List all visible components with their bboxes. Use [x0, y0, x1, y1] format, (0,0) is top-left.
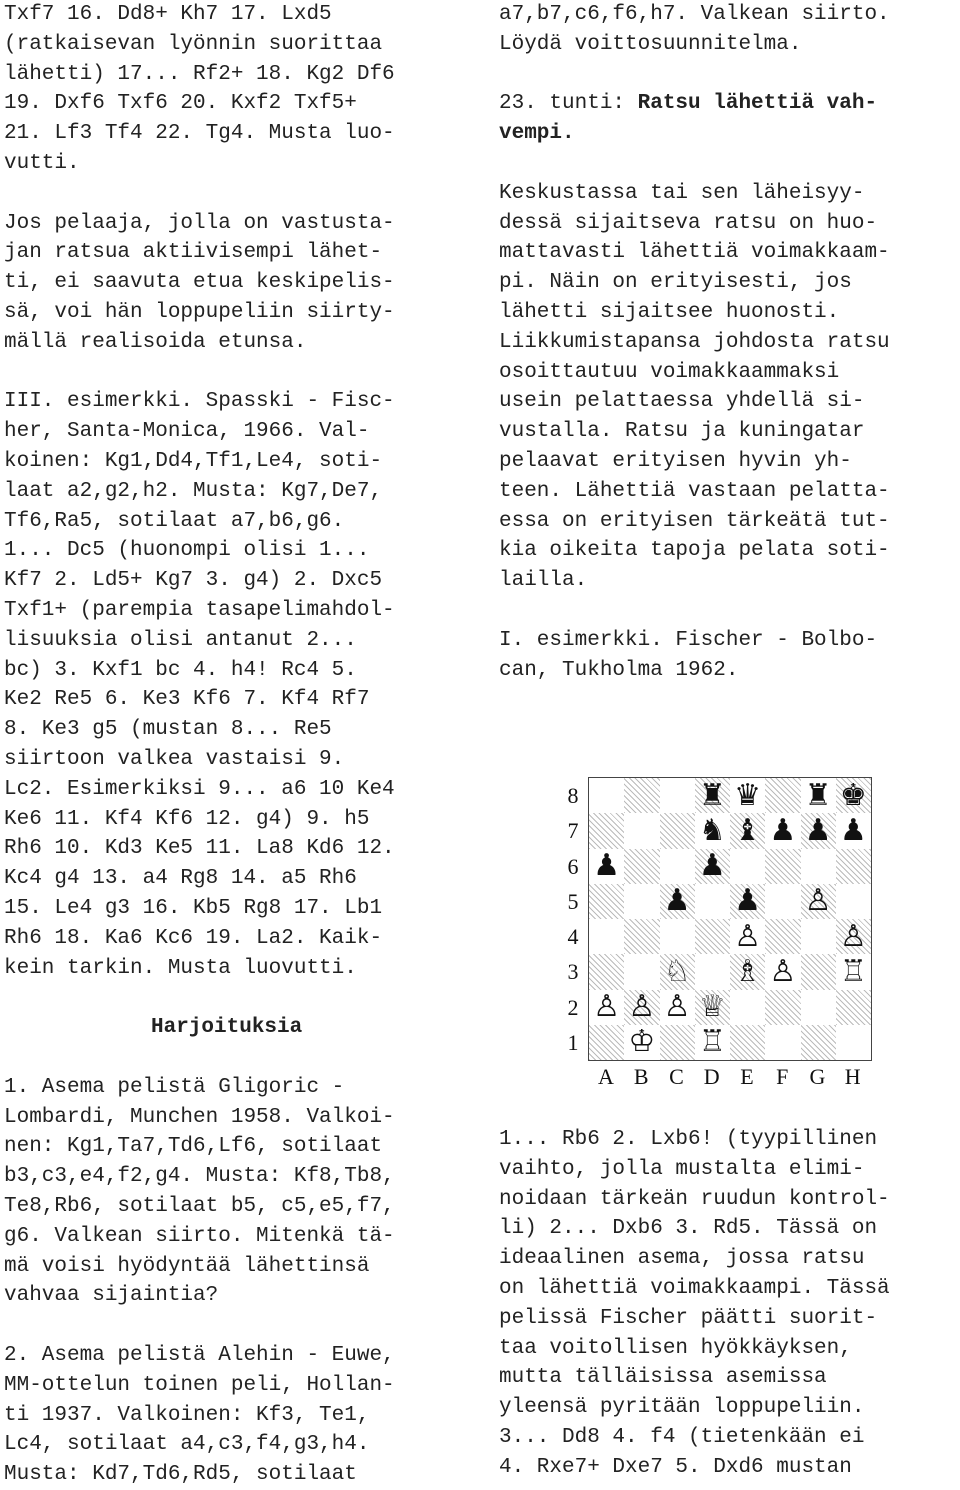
square-b2 [624, 990, 659, 1025]
rank-label-6: 6 [567, 853, 579, 879]
square-f1 [765, 1025, 800, 1060]
text-line: her, Santa-Monica, 1966. Val- [4, 420, 370, 444]
text-line: usein pelattaessa yhdellä si- [499, 390, 865, 414]
square-h5 [836, 884, 871, 919]
square-g2 [801, 990, 836, 1025]
text-line: mä voisi hyödyntää lähettinsä [4, 1254, 370, 1278]
square-c6 [660, 849, 695, 884]
text-line: bc) 3. Kxf1 bc 4. h4! Rc4 5. [4, 658, 357, 682]
square-d8 [695, 778, 730, 813]
square-e7 [730, 813, 765, 848]
chess-piece-f3: ♙ [769, 953, 797, 989]
text-line: 4. Rxe7+ Dxe7 5. Dxd6 mustan [499, 1455, 852, 1479]
chess-piece-d8: ♜ [698, 777, 726, 813]
square-e8 [730, 778, 765, 813]
square-c3 [660, 954, 695, 989]
text-line: jan ratsua aktiivisempi lähet- [4, 241, 383, 265]
chess-piece-b2: ♙ [628, 989, 656, 1025]
section-heading: Harjoituksia [151, 1016, 303, 1040]
square-a3 [589, 954, 624, 989]
square-c4 [660, 919, 695, 954]
chess-piece-e3: ♗ [734, 953, 762, 989]
text-line: Te8,Rb6, sotilaat b5, c5,e5,f7, [4, 1195, 395, 1218]
chess-piece-h7: ♟ [839, 812, 867, 848]
square-b4 [624, 919, 659, 954]
lesson-number: 23. tunti: [499, 92, 638, 116]
square-a1 [589, 1025, 624, 1060]
text-line: lailla. [499, 569, 588, 593]
text-line: lisuuksia olisi antanut 2... [4, 628, 357, 652]
square-a6 [589, 849, 624, 884]
text-line: mutta tälläisissa asemissa [499, 1366, 827, 1390]
square-e3 [730, 954, 765, 989]
text-line: kia oikeita tapoja pelata soti- [499, 539, 890, 563]
square-h3 [836, 954, 871, 989]
square-f4 [765, 919, 800, 954]
chess-piece-d6: ♟ [698, 848, 726, 884]
square-d1 [695, 1025, 730, 1060]
text-line: vutti. [4, 152, 80, 175]
text-line: dessä sijaitseva ratsu on huo- [499, 211, 878, 235]
text-line: 8. Ke3 g5 (mustan 8... Re5 [4, 718, 332, 742]
text-line: Lc4, sotilaat a4,c3,f4,g3,h4. [4, 1433, 370, 1457]
rank-label-5: 5 [567, 888, 579, 914]
file-label-a: A [598, 1064, 614, 1089]
square-h6 [836, 849, 871, 884]
rank-label-8: 8 [567, 783, 579, 808]
square-c7 [660, 813, 695, 848]
text-line: vustalla. Ratsu ja kuningatar [499, 420, 865, 444]
square-b3 [624, 954, 659, 989]
text-line: 3... Dd8 4. f4 (tietenkään ei [499, 1426, 865, 1449]
file-label-d: D [703, 1064, 720, 1089]
lesson-title-text: Ratsu lähettiä vah- [637, 92, 878, 116]
square-g5 [801, 884, 836, 919]
text-line: lähetti) 17... Rf2+ 18. Kg2 Df6 [4, 62, 395, 86]
text-line: li) 2... Dxb6 3. Rd5. Tässä on [499, 1217, 878, 1241]
text-line: koinen: Kg1,Dd4,Tf1,Le4, soti- [4, 450, 383, 473]
text-line: taa voitollisen hyökkäyksen, [499, 1336, 852, 1360]
text-line: laat a2,g2,h2. Musta: Kg7,De7, [4, 479, 383, 503]
text-line: lähetti sijaitsee huonosti. [499, 301, 840, 324]
text-line: noidaan tärkeän ruudun kontrol- [499, 1187, 890, 1211]
square-h1 [836, 1025, 871, 1060]
square-c1 [660, 1025, 695, 1060]
text-line: Ke2 Re5 6. Ke3 Kf6 7. Kf4 Rf7 [4, 688, 370, 712]
square-d3 [695, 954, 730, 989]
square-g8 [801, 778, 836, 813]
square-d4 [695, 919, 730, 954]
text-line: Kc4 g4 13. a4 Rg8 14. a5 Rh6 [4, 867, 357, 891]
square-a2 [589, 990, 624, 1025]
chess-piece-h4: ♙ [839, 918, 867, 954]
chess-piece-c2: ♙ [663, 989, 691, 1025]
text-line: can, Tukholma 1962. [499, 658, 739, 682]
square-g6 [801, 849, 836, 884]
text-line: nen: Kg1,Ta7,Td6,Lf6, sotilaat [4, 1135, 383, 1159]
text-line: Ke6 11. Kf4 Kf6 12. g4) 9. h5 [4, 807, 370, 831]
square-e2 [730, 990, 765, 1025]
chess-piece-b1: ♔ [628, 1024, 656, 1060]
rank-label-3: 3 [567, 959, 579, 985]
square-d6 [695, 849, 730, 884]
text-line: Txf1+ (parempia tasapelimahdol- [4, 599, 395, 622]
text-line: Keskustassa tai sen läheisyy- [499, 181, 865, 205]
text-line: (ratkaisevan lyönnin suorittaa [4, 32, 383, 56]
square-f8 [765, 778, 800, 813]
text-line: b3,c3,e4,f2,g4. Musta: Kf8,Tb8, [4, 1165, 395, 1189]
file-label-b: B [633, 1064, 649, 1089]
text-line: Rh6 10. Kd3 Ke5 11. La8 Kd6 12. [4, 837, 395, 861]
file-label-c: C [669, 1064, 684, 1089]
chess-piece-e5: ♟ [734, 883, 762, 919]
square-b5 [624, 884, 659, 919]
text-line: teen. Lähettiä vastaan pelatta- [499, 479, 890, 503]
square-e4 [730, 919, 765, 954]
chess-diagram [588, 777, 872, 1061]
square-b8 [624, 778, 659, 813]
square-h8 [836, 778, 871, 813]
square-c5 [660, 884, 695, 919]
chess-piece-e4: ♙ [734, 918, 762, 954]
lesson-title [499, 89, 877, 119]
chess-piece-c3: ♘ [663, 953, 691, 989]
chess-piece-h3: ♖ [839, 953, 867, 989]
rank-label-2: 2 [567, 994, 579, 1020]
chess-piece-e8: ♛ [734, 777, 762, 813]
rank-label-4: 4 [567, 924, 579, 949]
file-label-f: F [776, 1064, 789, 1089]
text-line: Musta: Kd7,Td6,Rd5, sotilaat [4, 1463, 357, 1487]
text-line: essa on erityisen tärkeätä tut- [499, 509, 890, 533]
file-label-h: H [844, 1064, 861, 1089]
lesson-title-continued: vempi. [499, 122, 575, 146]
square-e5 [730, 884, 765, 919]
text-line: Liikkumistapansa johdosta ratsu [499, 330, 890, 354]
text-line: osoittautuu voimakkaammaksi [499, 360, 840, 384]
chess-piece-g8: ♜ [804, 777, 832, 813]
chess-piece-h8: ♚ [839, 777, 867, 813]
text-line: Löydä voittosuunnitelma. [499, 32, 802, 56]
text-line: 2. Asema pelistä Alehin - Euwe, [4, 1344, 395, 1367]
square-h4 [836, 919, 871, 954]
text-line: 1... Dc5 (huonompi olisi 1... [4, 539, 370, 563]
chess-piece-a2: ♙ [593, 989, 621, 1025]
text-line: pi. Näin on erityisesti, jos [499, 271, 852, 295]
text-line: 15. Le4 g3 16. Kb5 Rg8 17. Lb1 [4, 897, 383, 920]
text-line: Tf6,Ra5, sotilaat a7,b6,g6. [4, 509, 345, 533]
text-line: 1... Rb6 2. Lxb6! (tyypillinen [499, 1128, 878, 1151]
text-line: Txf7 16. Dd8+ Kh7 17. Lxd5 [4, 3, 332, 26]
square-g3 [801, 954, 836, 989]
chess-piece-a6: ♟ [593, 848, 621, 884]
square-f2 [765, 990, 800, 1025]
text-line: mattavasti lähettiä voimakkaam- [499, 241, 890, 265]
text-line: on lähettiä voimakkaampi. Tässä [499, 1277, 890, 1300]
square-h7 [836, 813, 871, 848]
square-a4 [589, 919, 624, 954]
text-line: vahvaa sijaintia? [4, 1284, 219, 1308]
square-h2 [836, 990, 871, 1025]
square-c8 [660, 778, 695, 813]
text-line: Kf7 2. Ld5+ Kg7 3. g4) 2. Dxc5 [4, 569, 383, 593]
text-line: pelissä Fischer päätti suorit- [499, 1306, 878, 1330]
square-c2 [660, 990, 695, 1025]
file-label-g: G [809, 1064, 826, 1089]
square-d2 [695, 990, 730, 1025]
square-f3 [765, 954, 800, 989]
chess-piece-f7: ♟ [769, 812, 797, 848]
text-line: Jos pelaaja, jolla on vastusta- [4, 211, 395, 235]
text-line: I. esimerkki. Fischer - Bolbo- [499, 628, 878, 652]
file-label-e: E [740, 1064, 754, 1089]
text-line: yleensä pyritään loppupeliin. [499, 1396, 865, 1420]
square-e1 [730, 1025, 765, 1060]
text-line: siirtoon valkea vastaisi 9. [4, 748, 345, 771]
text-line: pelaavat erityisen hyvin yh- [499, 450, 852, 473]
chess-piece-c5: ♟ [663, 883, 691, 919]
text-line: a7,b7,c6,f6,h7. Valkean siirto. [499, 3, 890, 26]
square-a5 [589, 884, 624, 919]
chess-piece-d1: ♖ [698, 1024, 726, 1060]
square-b1 [624, 1025, 659, 1060]
text-line: Rh6 18. Ka6 Kc6 19. La2. Kaik- [4, 926, 383, 950]
text-line: ti, ei saavuta etua keskipelis- [4, 271, 395, 295]
rank-label-1: 1 [567, 1029, 579, 1055]
chess-piece-g5: ♙ [804, 883, 832, 919]
square-a8 [589, 778, 624, 813]
chess-piece-d2: ♕ [698, 989, 726, 1025]
square-g7 [801, 813, 836, 848]
text-line: kein tarkin. Musta luovutti. [4, 956, 357, 980]
square-e6 [730, 849, 765, 884]
chess-piece-g7: ♟ [804, 812, 832, 848]
text-line: sä, voi hän loppupeliin siirty- [4, 301, 395, 324]
text-line: Lombardi, Munchen 1958. Valkoi- [4, 1105, 395, 1129]
rank-label-7: 7 [567, 818, 579, 844]
square-f6 [765, 849, 800, 884]
chess-piece-e7: ♝ [734, 812, 762, 848]
text-line: vaihto, jolla mustalta elimi- [499, 1157, 865, 1181]
text-line: ti 1937. Valkoinen: Kf3, Te1, [4, 1403, 370, 1427]
text-line: 21. Lf3 Tf4 22. Tg4. Musta luo- [4, 122, 395, 146]
square-b7 [624, 813, 659, 848]
text-line: mällä realisoida etunsa. [4, 330, 307, 354]
text-line: 1. Asema pelistä Gligoric - [4, 1075, 345, 1099]
square-g1 [801, 1025, 836, 1060]
square-d7 [695, 813, 730, 848]
text-line: III. esimerkki. Spasski - Fisc- [4, 390, 395, 414]
square-f5 [765, 884, 800, 919]
text-line: g6. Valkean siirto. Mitenkä tä- [4, 1224, 395, 1248]
chess-piece-d7: ♞ [698, 812, 726, 848]
square-f7 [765, 813, 800, 848]
square-b6 [624, 849, 659, 884]
square-a7 [589, 813, 624, 848]
text-line: 19. Dxf6 Txf6 20. Kxf2 Txf5+ [4, 92, 357, 116]
text-line: MM-ottelun toinen peli, Hollan- [4, 1373, 395, 1397]
square-d5 [695, 884, 730, 919]
square-g4 [801, 919, 836, 954]
text-line: ideaalinen asema, jossa ratsu [499, 1247, 865, 1271]
text-line: Lc2. Esimerkiksi 9... a6 10 Ke4 [4, 777, 395, 801]
